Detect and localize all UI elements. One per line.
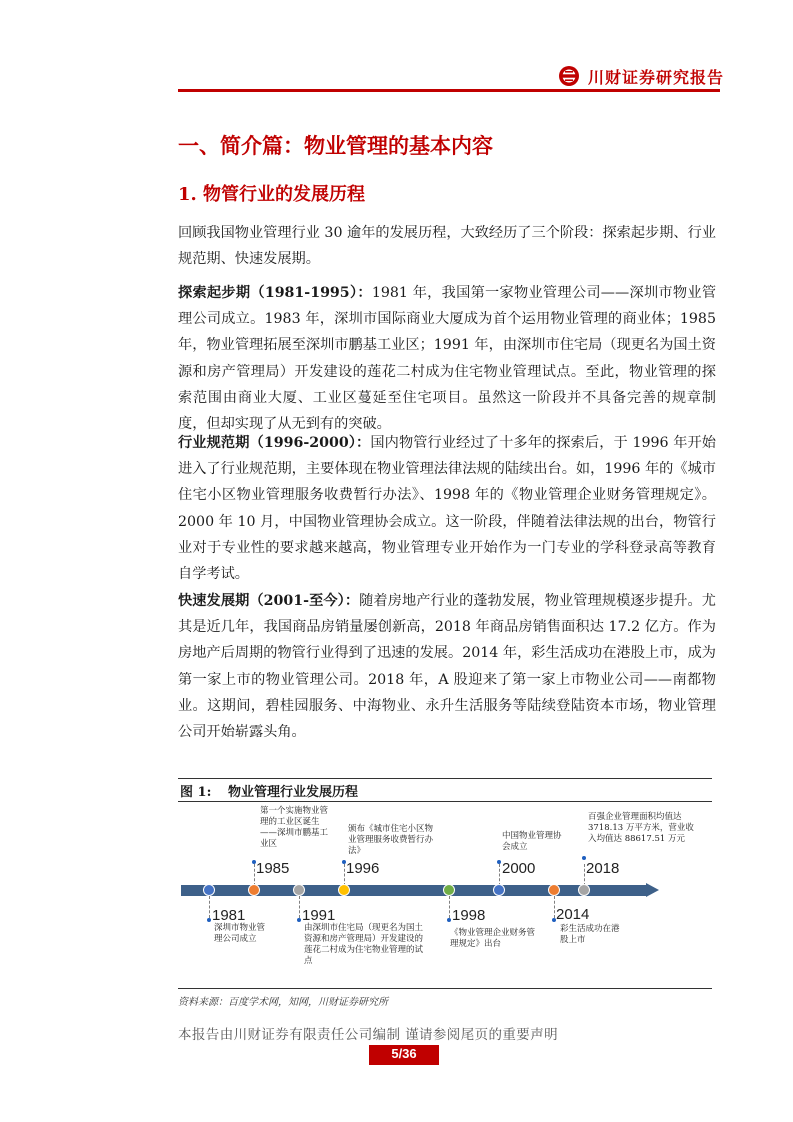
timeline-connector (209, 896, 210, 918)
timeline-note: 颁布《城市住宅小区物业管理服务收费暂行办法》 (348, 824, 434, 856)
stage-paragraph-exploration (178, 280, 716, 437)
stage-body: 1981 年，我国第一家物业管理公司——深圳市物业管理公司成立。1983 年，深圳市国际商业大厦成为首个运用物业管理的商业体；1985 年，物业管理拓展至深圳市鹏基工业区；1991 年，由深圳市住宅局（现更名为国土资源和房产管理局）开发建设的莲花二村成为住宅物业管理试点。至此，物业管理的探索范围由商业大厦、工业区蔓延至住宅项目。虽然这一阶段并不具备完善的规章制度，但却实现了从无到有的突破。 (178, 285, 717, 433)
timeline-marker-dot (447, 918, 451, 922)
footer-disclaimer: 本报告由川财证券有限责任公司编制 谨请参阅尾页的重要声明 (178, 1027, 558, 1043)
timeline-note: 彩生活成功在港股上市 (560, 924, 620, 945)
timeline-node-1981 (203, 884, 215, 896)
page-number: 5/36 (391, 1046, 417, 1061)
timeline-node-1985 (248, 884, 260, 896)
subsection-title: 1. 物管行业的发展历程 (178, 184, 366, 205)
timeline-marker-dot (297, 918, 301, 922)
figure-title-bar (178, 778, 712, 802)
figure-title: 物业管理行业发展历程 (228, 785, 359, 800)
timeline-connector (344, 864, 345, 886)
timeline-node-2018 (578, 884, 590, 896)
timeline-node-1991 (293, 884, 305, 896)
timeline-note: 深圳市物业管理公司成立 (214, 923, 266, 944)
figure-source: 资料来源：百度学术网，知网，川财证券研究所 (178, 997, 388, 1008)
timeline-note: 《物业管理企业财务管理规定》出台 (450, 928, 536, 949)
page-number-badge (369, 1045, 439, 1065)
figure-label: 图 1: (180, 785, 212, 800)
stage-body: 国内物管行业经过了十多年的探索后，于 1996 年开始进入了行业规范期，主要体现在物业管理法律法规的陆续出台。如，1996 年的《城市住宅小区物业管理服务收费暂行办法》、1998 年的《物业管理企业财务管理规定》。2000 年 10 月，中国物业管理协会成立。这一阶段，伴随着法律法规的出台，物管行业对于专业性的要求越来越高，物业管理专业开始作为一门专业的学科登录高等教育自学考试。 (178, 435, 716, 583)
timeline-year: 1985 (256, 860, 290, 877)
timeline-year: 1998 (452, 907, 486, 924)
figure-bottom-rule (178, 988, 712, 989)
header-rule (178, 89, 720, 92)
chuancai-logo-icon (558, 65, 580, 87)
timeline-note: 中国物业管理协会成立 (502, 831, 562, 852)
stage-lead: 探索起步期（1981-1995）： (178, 285, 372, 301)
timeline-connector (449, 896, 450, 918)
timeline-node-1998 (443, 884, 455, 896)
stage-body: 随着房地产行业的蓬勃发展，物业管理规模逐步提升。尤其是近几年，我国商品房销量屡创新高，2018 年商品房销售面积达 17.2 亿方。作为房地产后周期的物管行业得到了迅速的发展。2014 年，彩生活成功在港股上市，成为第一家上市的物业管理公司。2018 年，A 股迎来了第一家上市物业公司——南都物业。这期间，碧桂园服务、中海物业、永升生活服务等陆续登陆资本市场，物业管理公司开始崭露头角。 (178, 593, 716, 741)
timeline-year: 2014 (556, 906, 590, 923)
brand-name: 川财证券研究报告 (588, 67, 725, 87)
timeline-year: 2018 (586, 860, 620, 877)
timeline-node-2000 (493, 884, 505, 896)
section-title: 一、简介篇：物业管理的基本内容 (178, 133, 493, 158)
timeline-connector (584, 864, 585, 886)
timeline-year: 2000 (502, 860, 536, 877)
timeline-marker-dot (497, 860, 501, 864)
timeline-node-2014 (548, 884, 560, 896)
timeline-note: 第一个实施物业管理的工业区诞生——深圳市鹏基工业区 (260, 806, 329, 849)
timeline-year: 1996 (346, 860, 380, 877)
timeline-connector (254, 864, 255, 886)
timeline-connector (299, 896, 300, 918)
stage-paragraph-regulation (178, 430, 716, 587)
stage-lead: 行业规范期（1996-2000）： (178, 435, 371, 451)
timeline-note: 百强企业管理面积均值达 3718.13 万平方米，营业收入均值达 88617.51 万元 (588, 812, 694, 844)
timeline-marker-dot (207, 918, 211, 922)
timeline-node-1996 (338, 884, 350, 896)
development-timeline (178, 800, 712, 988)
timeline-year: 1991 (302, 907, 336, 924)
timeline-connector (499, 864, 500, 886)
stage-lead: 快速发展期（2001-至今）： (178, 593, 360, 609)
report-header-brand (558, 63, 724, 89)
timeline-year: 1981 (212, 907, 246, 924)
timeline-arrow-icon (646, 883, 659, 897)
stage-paragraph-rapid-growth (178, 588, 716, 745)
timeline-connector (554, 896, 555, 918)
timeline-note: 由深圳市住宅局（现更名为国土资源和房产管理局）开发建设的莲花二村成为住宅物业管理的试点 (304, 923, 424, 966)
intro-paragraph: 回顾我国物业管理行业 30 逾年的发展历程，大致经历了三个阶段：探索起步期、行业规范期、快速发展期。 (178, 225, 716, 268)
